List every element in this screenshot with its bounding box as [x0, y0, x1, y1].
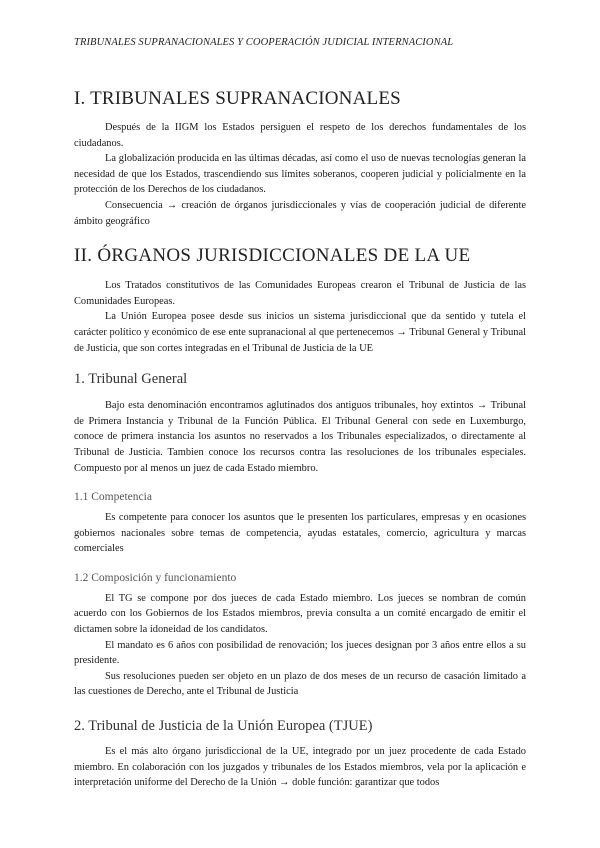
- section-heading-organos-jurisdiccionales: II. ÓRGANOS JURISDICCIONALES DE LA UE: [74, 245, 471, 267]
- paragraph: Es el más alto órgano jurisdiccional de la UE, integrado por un juez procedente de cada Estado miembro. En colaboración con los juzgados y tribunales de los Estados miembros, vela por la aplicación e interpretación uniforme del Derecho de la Unión → doble función: garantizar que todos: [74, 746, 526, 789]
- paragraph: Bajo esta denominación encontramos aglutinados dos antiguos tribunales, hoy extintos → Tribunal de Primera Instancia y Tribunal de la Función Pública. El Tribunal General con sede en Luxemburgo, conoce de primera instancia los asuntos no reservados a los Tribunales especializados, o directamente al Tribunal de Justicia. Tambien conoce los recursos contra las resoluciones de los tribunales especiales. Compuesto por al menos un juez de cada Estado miembro.: [74, 400, 526, 474]
- paragraph: Consecuencia → creación de órganos jurisdiccionales y vías de cooperación judicial de diferente ámbito geográfico: [74, 199, 526, 227]
- document-body: [74, 88, 526, 791]
- paragraph: La Unión Europea posee desde sus inicios un sistema jurisdiccional que da sentido y tutela el carácter político y económico de ese ente supranacional al que pertenecemos → Tribunal General y Tribunal de Justicia, que son cortes integradas en el Tribunal de Justicia de la UE: [74, 311, 526, 354]
- running-header: TRIBUNALES SUPRANACIONALES Y COOPERACIÓN JUDICIAL INTERNACIONAL: [74, 37, 454, 48]
- paragraph: Los Tratados constitutivos de las Comunidades Europeas crearon el Tribunal de Justicia de las Comunidades Europeas.: [74, 280, 526, 307]
- paragraph: Sus resoluciones pueden ser objeto en un plazo de dos meses de un recurso de casación limitado a las cuestiones de Derecho, ante el Tribunal de Justicia: [74, 670, 526, 698]
- paragraph: Después de la IIGM los Estados persiguen el respeto de los derechos fundamentales de los ciudadanos.: [74, 122, 526, 149]
- section-heading-tribunales-supranacionales: I. TRIBUNALES SUPRANACIONALES: [74, 88, 401, 109]
- paragraph: La globalización producida en las últimas décadas, así como el uso de nuevas tecnologías generan la necesidad de que los Estados, trascendiendo sus límites soberanos, cooperen judicial y policialmente en la protección de los Derechos de los ciudadanos.: [74, 153, 526, 196]
- paragraph: Es competente para conocer los asuntos que le presenten los particulares, empresas y en ocasiones gobiernos nacionales sobre temas de competencia, ayudas estatales, comercio, agricultura y marcas comerciales: [74, 512, 526, 555]
- subsection-heading-tjue: 2. Tribunal de Justicia de la Unión Europea (TJUE): [74, 718, 373, 735]
- paragraph: El TG se compone por dos jueces de cada Estado miembro. Los jueces se nombran de común acuerdo con los Gobiernos de los Estados miembros, previa consulta a un comité encargado de emitir el dictamen sobre la idoneidad de los candidatos.: [74, 592, 526, 636]
- subsubsection-heading-composicion: 1.2 Composición y funcionamiento: [74, 571, 237, 584]
- paragraph: El mandato es 6 años con posibilidad de renovación; los jueces designan por 3 años entre ellos a su presidente.: [74, 639, 526, 667]
- subsubsection-heading-competencia: 1.1 Competencia: [74, 491, 152, 504]
- subsection-heading-tribunal-general: 1. Tribunal General: [74, 371, 188, 388]
